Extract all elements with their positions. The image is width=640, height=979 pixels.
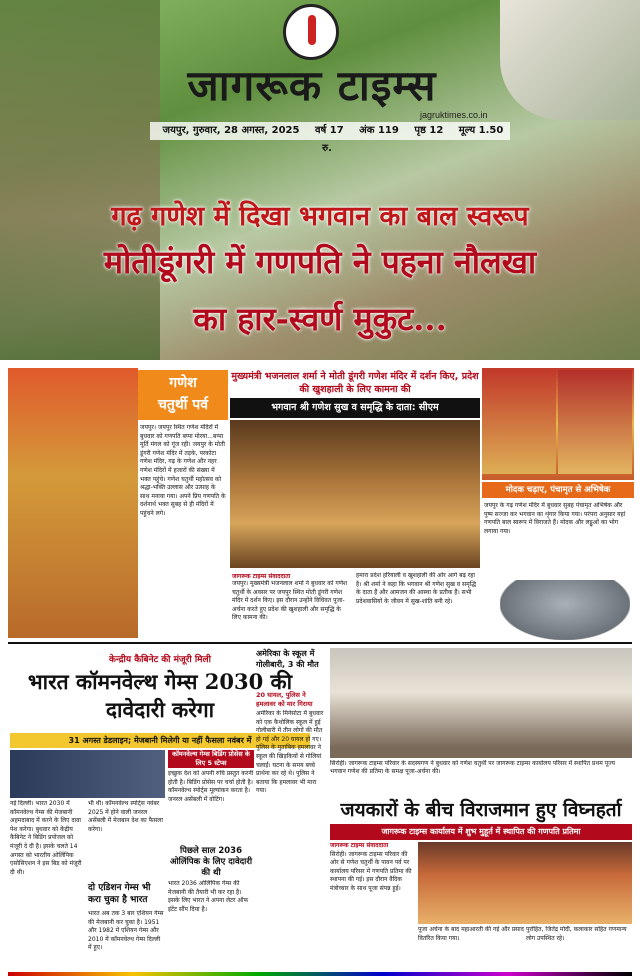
modak-story-body: जयपुर के गढ़ गणेश मंदिर में बुधवार सुबह पंचामृत अभिषेक और पुष्प सज्जा कर भगवान का शृंगार किया गया। परंपरा अनुसार यहां गणपति बाल स्वरूप में विराजते हैं। मोदक और लड्डुओं का भोग लगाया गया। xyxy=(484,502,626,535)
newspaper-title[interactable]: जागरूक टाइम्स xyxy=(187,61,437,110)
issue-price: मूल्य 1.50 रु. xyxy=(322,125,504,154)
main-headline-line2[interactable]: मोतीडूंगरी में गणपति ने पहना नौलखा xyxy=(103,243,537,281)
festival-label-line1: गणेश xyxy=(169,375,197,391)
website-url[interactable]: jagruktimes.co.in xyxy=(420,110,488,120)
office-subheadline-bar: जागरूक टाइम्स कार्यालय में शुभ मुहूर्त में स्थापित की गणपति प्रतिमा xyxy=(330,824,632,840)
cm-story-kicker: मुख्यमंत्री भजनलाल शर्मा ने मोती डूंगरी गणेश मंदिर में दर्शन किए, प्रदेश की खुशहाली के लिए कामना की xyxy=(231,371,479,395)
issue-pages: पृष्ठ 12 xyxy=(414,125,444,136)
cm-story-body-1: जयपुर। मुख्यमंत्री भजनलाल शर्मा ने बुधवार को गणेश चतुर्थी के अवसर पर जयपुर स्थित मोती डूंगरी गणेश मंदिर में दर्शन किए। इस दौरान उन्होंने विधिवत पूजा-अर्चना करते हुए प्रदेश की खुशहाली और समृद्धि के लिए कामना की। xyxy=(232,580,348,622)
pen-logo-icon xyxy=(283,4,339,60)
olympics-subheadline[interactable]: पिछले साल 2036 ओलिंपिक के लिए दावेदारी की थी xyxy=(169,846,253,878)
cwg-steps-body: इच्छुक देश को अपनी रुचि प्रस्तुत करनी होती है। बिडिंग प्रोसेस पर चर्चा होती है। कॉमनवेल्थ स्पोर्ट्स मूल्यांकन करता है। जनरल असेंबली में वोटिंग। xyxy=(168,770,254,803)
office-body-2: पूजा अर्चना के बाद महाआरती की गई और प्रसाद वितरित किया गया। xyxy=(418,926,524,942)
garh-ganesh-photo-right xyxy=(558,370,632,474)
cm-story-body-2: हमारा प्रदेश हरियाली व खुशहाली की ओर आगे बढ़ रहा है। श्री शर्मा ने कहा कि भगवान श्री गणेश सुख व समृद्धि के दाता हैं और आमजन की आस्था के प्रतीक हैं। सभी प्रदेशवासियों के जीवन में सुख-शांति बनी रहे। xyxy=(356,572,477,605)
office-headline[interactable]: जयकारों के बीच विराजमान हुए विघ्नहर्ता xyxy=(340,799,622,821)
office-body-3: पुरोहित, जितेंद्र मोदी, कलाकार सहित गणमान्य लोग उपस्थित रहे। xyxy=(526,926,627,942)
cwg-headline[interactable]: भारत कॉमनवेल्थ गेम्स 2030 की दावेदारी करेगा xyxy=(27,669,293,722)
cwg-sub-body: भारत अब तक 3 बार एशियन गेम्स की मेजबानी कर चुका है। 1951 और 1982 में एशियन गेम्स और 2010 में कॉमनवेल्थ गेम्स दिल्ली में हुए। xyxy=(88,910,164,952)
issue-info-bar xyxy=(150,122,510,154)
cm-story-byline: जागरूक टाइम्स संवाददाता xyxy=(232,573,291,580)
america-body: अमेरिका के मिनेसोटा में बुधवार को एक कैथोलिक स्कूल में हुई गोलीबारी में तीन लोगों की मौत हो गई और 20 घायल हो गए। पुलिस के मुताबिक हमलावर ने स्कूल की खिड़कियों से गोलियां चलाईं। घटना के समय बच्चे प्रार्थना कर रहे थे। पुलिस ने बताया कि हमलावर भी मारा गया। xyxy=(256,710,324,795)
cm-story-headline[interactable]: भगवान श्री गणेश सुख व समृद्धि के दाता: सीएम xyxy=(230,398,480,418)
cwg-photo xyxy=(10,750,165,798)
cm-temple-photo xyxy=(230,420,480,568)
office-puja-group-photo xyxy=(330,648,632,758)
modak-story-headline[interactable]: मोदक चढ़ाए, पंचामृत से अभिषेक xyxy=(482,482,634,498)
cwg-subheadline[interactable]: दो एडिशन गेम्स भी करा चुका है भारत xyxy=(88,883,151,905)
cwg-story-body-mid: भी थी। कॉमनवेल्थ स्पोर्ट्स नवंबर 2025 में होने वाली जनरल असेंबली में मेजबान देश का फैसला करेगा। xyxy=(88,800,163,833)
office-photo-caption: सिरोही। जागरूक टाइम्स परिवार के सदस्यगण ने बुधवार को गणेश चतुर्थी पर जागरूक टाइम्स कार्यालय परिसर में स्थापित प्रथम पूज्य भगवान गणेश की प्रतिमा के समक्ष पूजा-अर्चना की। xyxy=(330,760,616,775)
office-body-1-text: सिरोही। जागरूक टाइम्स परिवार की ओर से गणेश चतुर्थी के पावन पर्व पर कार्यालय परिसर में गणपति प्रतिमा की स्थापना की गई। इस दौरान वैदिक मंत्रोच्चार के साथ पूजा संपन्न हुई। xyxy=(330,850,412,892)
main-headline-line1[interactable]: गढ़ गणेश में दिखा भगवान का बाल स्वरूप xyxy=(111,201,529,232)
festival-label-line2: चतुर्थी पर्व xyxy=(157,397,209,413)
festival-label xyxy=(140,372,226,416)
olympics-body: भारत 2036 ओलिंपिक गेम्स की मेजबानी की तैयारी भी कर रहा है। इसके लिए भारत ने अपना लेटर ऑफ इंटेंट सौंप दिया है। xyxy=(168,880,249,913)
cwg-story-body: नई दिल्ली। भारत 2030 में कॉमनवेल्थ गेम्स की मेजबानी अहमदाबाद में करने के लिए दावा पेश करेगा। बुधवार को केंद्रीय कैबिनेट ने बिडिंग प्रपोजल को मंजूरी दे दी है। इसके चलते 14 अगस्त को भारतीय ओलिंपिक एसोसिएशन ने इस बिड को मंजूरी दी थी। xyxy=(10,800,82,876)
issue-date: जयपुर, गुरुवार, 28 अगस्त, 2025 xyxy=(162,125,300,136)
cwg-steps-box: कॉमनवेल्थ गेम्स बिडिंग प्रोसेस के लिए 5 स्टेप्स xyxy=(168,750,254,768)
main-headline-line3[interactable]: का हार-स्वर्ण मुकुट... xyxy=(193,300,447,338)
garh-ganesh-photo-left xyxy=(482,370,556,474)
ganesha-idol-photo xyxy=(8,368,138,638)
office-body-1 xyxy=(330,842,416,972)
cwg-deadline-bar: 31 अगस्त डेडलाइन; मेजबानी मिलेगी या नहीं फैसला नवंबर में xyxy=(10,733,310,748)
america-headline[interactable]: अमेरिका के स्कूल में गोलीबारी, 3 की मौत xyxy=(256,649,319,669)
section-divider xyxy=(8,642,632,644)
color-registration-strip xyxy=(8,972,632,976)
left-story-body: जयपुर। जयपुर स्थित गणेश मंदिरों में बुधवार को गणपति बप्पा मोरया...बप्पा मूर्ति मंगल को गूंज रही। जयपुर के मोती डूंगरी गणेश मंदिर में तड़के, परकोटा गणेश मंदिर, गढ़ के गणेश और नहर गणेश मंदिरों में हजारों की संख्या में भक्त पहुंचे। गणेश चतुर्थी महोत्सव को श्रद्धा-भक्ति उल्लास और उत्साह के साथ मनाया गया। अपने प्रिय गणपति के दर्शनार्थ भक्त सुबह से ही मंदिरों में पहुंचने लगे। xyxy=(140,424,226,517)
cwg-kicker: केन्द्रीय कैबिनेट की मंजूरी मिली xyxy=(109,655,211,665)
issue-year: वर्ष 17 xyxy=(314,125,344,136)
america-subheadline: 20 घायल, पुलिस ने हमलावर को मार गिराया xyxy=(256,691,313,708)
issue-number: अंक 119 xyxy=(359,125,399,136)
temple-photo xyxy=(500,0,640,120)
office-byline: जागरूक टाइम्स संवाददाता xyxy=(330,842,389,849)
ganesha-statue-photo xyxy=(500,580,630,640)
office-ganesha-photo xyxy=(418,842,632,924)
